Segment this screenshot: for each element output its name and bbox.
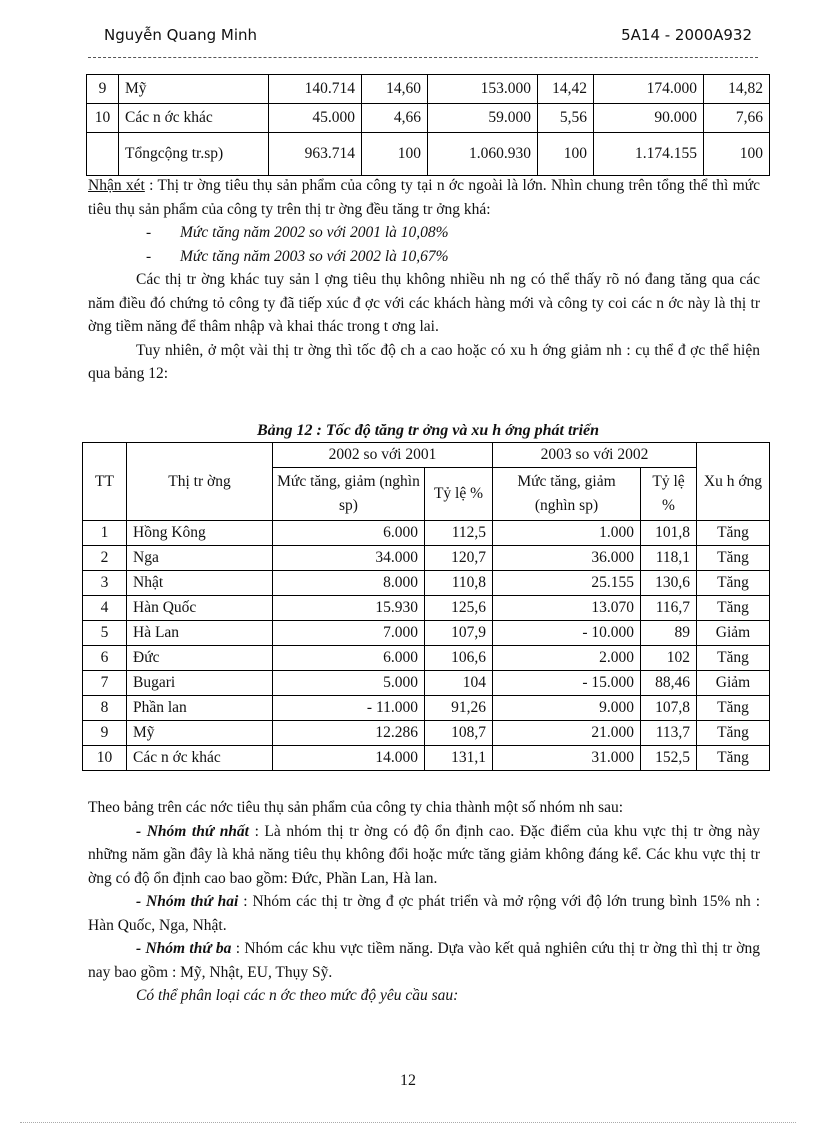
table2-row [83, 571, 770, 596]
table2-cell-trend: Tăng [697, 596, 770, 621]
table2-cell-tt: 5 [83, 621, 127, 646]
page-header [100, 26, 756, 48]
table2-cell-r2: 101,8 [641, 521, 697, 546]
remark-text: : Thị tr ờng tiêu thụ sản phẩm của công ty tại n ớc ngoài là lớn. Nhìn chung trên tổng thể thì mức tiêu thụ sản phẩm của công ty trên thị tr ờng đều tăng tr ởng khá: [88, 177, 761, 218]
table2-cell-r2: 152,5 [641, 746, 697, 771]
table2-cell-c1: 34.000 [273, 546, 425, 571]
table2-cell-c2: 31.000 [493, 746, 641, 771]
table2-cell-c1: 15.930 [273, 596, 425, 621]
table1-cell-p2: 100 [537, 133, 593, 176]
table2-row [83, 621, 770, 646]
table1-cell-tt: 10 [87, 104, 119, 133]
table2-cell-c2: 21.000 [493, 721, 641, 746]
table2-cell-r1: 125,6 [425, 596, 493, 621]
header-divider [88, 57, 758, 58]
table2-cell-r1: 104 [425, 671, 493, 696]
table2-cell-name: Hàn Quốc [127, 596, 273, 621]
table2-cell-tt: 9 [83, 721, 127, 746]
table1-cell-v1: 140.714 [269, 75, 362, 104]
table2-cell-c1: 14.000 [273, 746, 425, 771]
table2-cell-c2: 36.000 [493, 546, 641, 571]
table1-cell-name: Mỹ [119, 75, 269, 104]
table2-cell-c2: 13.070 [493, 596, 641, 621]
table2-cell-tt: 7 [83, 671, 127, 696]
table2-cell-r2: 88,46 [641, 671, 697, 696]
table1-cell-v2: 1.060.930 [427, 133, 537, 176]
table2-cell-name: Bugari [127, 671, 273, 696]
table2-row [83, 696, 770, 721]
table2-cell-r1: 106,6 [425, 646, 493, 671]
table2-cell-c2: 1.000 [493, 521, 641, 546]
table2-cell-trend: Tăng [697, 546, 770, 571]
table2-cell-c1: 8.000 [273, 571, 425, 596]
author-name: Nguyễn Quang Minh [104, 26, 258, 44]
table2-cell-name: Đức [127, 646, 273, 671]
table1-cell-p3: 7,66 [704, 104, 770, 133]
table2-cell-tt: 1 [83, 521, 127, 546]
table2-cell-r1: 91,26 [425, 696, 493, 721]
header-rate-1: Tỷ lệ % [425, 468, 493, 521]
market-table-continued [86, 74, 770, 176]
analysis-section [88, 174, 760, 386]
table2-cell-name: Nga [127, 546, 273, 571]
remark-label: Nhận xét [88, 177, 145, 194]
table2-cell-trend: Tăng [697, 746, 770, 771]
table2-cell-tt: 4 [83, 596, 127, 621]
table2-cell-r2: 113,7 [641, 721, 697, 746]
table2-cell-c1: - 11.000 [273, 696, 425, 721]
document-code: 5A14 - 2000A932 [621, 26, 752, 44]
table2-cell-c2: - 10.000 [493, 621, 641, 646]
closing-line: Có thể phân loại các n ớc theo mức độ yêu cầu sau: [136, 987, 459, 1004]
table2-cell-c2: 25.155 [493, 571, 641, 596]
table1-cell-p2: 14,42 [537, 75, 593, 104]
table2-cell-r1: 110,8 [425, 571, 493, 596]
table1-cell-v3: 174.000 [593, 75, 703, 104]
table2-cell-r2: 118,1 [641, 546, 697, 571]
table1-row [87, 75, 770, 104]
table2-cell-r1: 112,5 [425, 521, 493, 546]
table-caption: Bảng 12 : Tốc độ tăng tr ởng và xu h ớng phát triển [256, 422, 600, 439]
table1-row [87, 104, 770, 133]
table1-cell-v3: 1.174.155 [593, 133, 703, 176]
table2-cell-r2: 102 [641, 646, 697, 671]
paragraph-other-markets: Các thị tr ờng khác tuy sản l ợng tiêu thụ không nhiều nh ng có thể thấy rõ nó đang tăng qua các năm điều đó chứng tỏ công ty đã tiếp xúc đ ợc với các khách hàng mới và công ty coi các n ớc này là thị tr ờng tiềm năng để thâm nhập và khai thác trong t ơng lai. [88, 271, 760, 335]
table2-cell-name: Phần lan [127, 696, 273, 721]
table1-cell-p2: 5,56 [537, 104, 593, 133]
group-3: - Nhóm thứ ba : Nhóm các khu vực tiềm năng. Dựa vào kết quả nghiên cứu thị tr ờng thì thị tr ờng nay bao gồm : Mỹ, Nhật, EU, Thụy Sỹ. [88, 940, 760, 981]
table2-cell-trend: Tăng [697, 696, 770, 721]
table1-cell-p3: 14,82 [704, 75, 770, 104]
table2-cell-name: Hồng Kông [127, 521, 273, 546]
table2-cell-trend: Tăng [697, 721, 770, 746]
header-rate-2: Tỷ lệ % [641, 468, 697, 521]
table2-cell-tt: 8 [83, 696, 127, 721]
table1-cell-p3: 100 [704, 133, 770, 176]
table2-cell-name: Nhật [127, 571, 273, 596]
header-2002-vs-2001: 2002 so với 2001 [273, 443, 493, 468]
page-number: 12 [400, 1072, 416, 1089]
table2-row [83, 746, 770, 771]
table2-cell-c1: 6.000 [273, 646, 425, 671]
table2-row [83, 671, 770, 696]
table1-cell-p1: 4,66 [361, 104, 427, 133]
table2-cell-name: Các n ớc khác [127, 746, 273, 771]
grouping-intro: Theo bảng trên các nớc tiêu thụ sản phẩm của công ty chia thành một số nhóm nh sau: [88, 799, 624, 816]
table2-cell-r1: 120,7 [425, 546, 493, 571]
header-trend: Xu h ớng [697, 443, 770, 521]
table2-cell-r2: 116,7 [641, 596, 697, 621]
table2-cell-trend: Tăng [697, 571, 770, 596]
table1-cell-tt: 9 [87, 75, 119, 104]
table2-row [83, 596, 770, 621]
group-2: - Nhóm thứ hai : Nhóm các thị tr ờng đ ợc phát triển và mở rộng với độ lớn trung bình 15% nh : Hàn Quốc, Nga, Nhật. [88, 893, 761, 934]
table2-cell-trend: Giảm [697, 671, 770, 696]
table2-cell-c1: 6.000 [273, 521, 425, 546]
bullet-2003: - Mức tăng năm 2003 so với 2002 là 10,67% [146, 247, 449, 265]
table2-row [83, 646, 770, 671]
header-tt: TT [83, 443, 127, 521]
table2-cell-name: Mỹ [127, 721, 273, 746]
table2-row [83, 546, 770, 571]
table1-cell-v1: 963.714 [269, 133, 362, 176]
table2-cell-r2: 89 [641, 621, 697, 646]
header-market: Thị tr ờng [127, 443, 273, 521]
growth-trend-table [82, 442, 770, 771]
table2-cell-name: Hà Lan [127, 621, 273, 646]
table2-row [83, 721, 770, 746]
table2-cell-trend: Giảm [697, 621, 770, 646]
bullet-2002: - Mức tăng năm 2002 so với 2001 là 10,08% [146, 224, 449, 241]
table2-cell-c2: 9.000 [493, 696, 641, 721]
table1-row [87, 133, 770, 176]
header-change-2: Mức tăng, giảm (nghìn sp) [493, 468, 641, 521]
paragraph-however: Tuy nhiên, ở một vài thị tr ờng thì tốc độ ch a cao hoặc có xu h ớng giảm nh : cụ thể đ ợc thể hiện qua bảng 12: [88, 341, 760, 382]
table2-cell-trend: Tăng [697, 521, 770, 546]
table1-cell-p1: 14,60 [361, 75, 427, 104]
table1-cell-name: Các n ớc khác [119, 104, 269, 133]
table2-cell-c1: 12.286 [273, 721, 425, 746]
table1-cell-v2: 153.000 [427, 75, 537, 104]
table1-cell-v2: 59.000 [427, 104, 537, 133]
table2-cell-c2: - 15.000 [493, 671, 641, 696]
table2-cell-r1: 108,7 [425, 721, 493, 746]
table1-cell-p1: 100 [361, 133, 427, 176]
table2-cell-tt: 10 [83, 746, 127, 771]
table1-cell-v1: 45.000 [269, 104, 362, 133]
table2-cell-r2: 107,8 [641, 696, 697, 721]
table1-cell-v3: 90.000 [593, 104, 703, 133]
table2-cell-r2: 130,6 [641, 571, 697, 596]
table1-cell-name: Tổngcộng tr.sp) [119, 133, 269, 176]
table2-cell-tt: 6 [83, 646, 127, 671]
table2-cell-tt: 3 [83, 571, 127, 596]
header-2003-vs-2002: 2003 so với 2002 [493, 443, 697, 468]
table2-cell-tt: 2 [83, 546, 127, 571]
grouping-section [88, 796, 760, 1008]
table2-cell-c2: 2.000 [493, 646, 641, 671]
table2-row [83, 521, 770, 546]
table2-cell-c1: 5.000 [273, 671, 425, 696]
group-1: - Nhóm thứ nhất : Là nhóm thị tr ờng có độ ổn định cao. Đặc điểm của khu vực thị tr ờng này những năm gần đây là khả năng tiêu thụ không đổi hoặc mức tăng giảm không đáng kể. Các khu vực thị tr ờng có độ ổn định cao bao gồm: Đức, Phần Lan, Hà lan. [88, 822, 761, 887]
table2-cell-r1: 107,9 [425, 621, 493, 646]
table1-cell-tt [87, 133, 119, 176]
table2-cell-r1: 131,1 [425, 746, 493, 771]
table2-cell-trend: Tăng [697, 646, 770, 671]
header-change-1: Mức tăng, giảm (nghìn sp) [273, 468, 425, 521]
table2-cell-c1: 7.000 [273, 621, 425, 646]
